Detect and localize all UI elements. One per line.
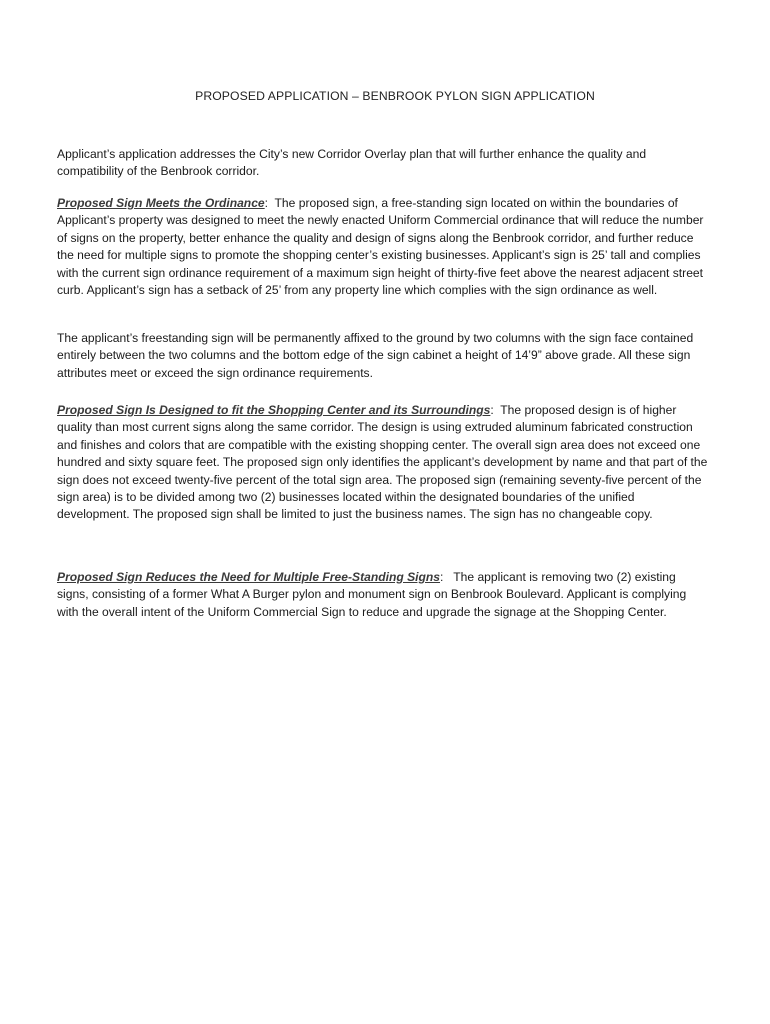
section-ordinance-heading: Proposed Sign Meets the Ordinance xyxy=(57,196,265,210)
section-reduce-separator: : xyxy=(440,570,454,584)
document-title: PROPOSED APPLICATION – BENBROOK PYLON SIGN APPLICATION xyxy=(195,89,595,103)
section-ordinance-paragraph xyxy=(57,195,709,299)
section-design-body: The proposed design is of higher quality than most current signs along the same corridor. The design is using extruded aluminum fabricated construction and finishes and colors that are compatible with the existing shopping center. The overall sign area does not exceed one hundred and sixty square feet. The proposed sign only identifies the applicant’s development by name and that part of the sign does not exceed twenty-five percent of the total sign area. The proposed sign (remaining seventy-five percent of the sign area) is to be divided among two (2) businesses located within the designated boundaries of the unified development. The proposed sign shall be limited to just the business names. The sign has no changeable copy. xyxy=(57,403,708,522)
section-design-heading: Proposed Sign Is Designed to fit the Shopping Center and its Surroundings xyxy=(57,403,491,417)
intro-paragraph: Applicant’s application addresses the City’s new Corridor Overlay plan that will further enhance the quality and compatibility of the Benbrook corridor. xyxy=(57,147,647,179)
section-ordinance-separator: : xyxy=(264,196,275,210)
section-design-separator: : xyxy=(490,403,501,417)
section-columns-paragraph: The applicant’s freestanding sign will be permanently affixed to the ground by two columns with the sign face contained entirely between the two columns and the bottom edge of the sign cabinet a height of 14’9” above grade. All these sign attributes meet or exceed the sign ordinance requirements. xyxy=(57,331,694,380)
section-reduce-paragraph xyxy=(57,569,697,621)
section-reduce-body: The applicant is removing two (2) existing signs, consisting of a former What A Burger pylon and monument sign on Benbrook Boulevard. Applicant is complying with the overall intent of the Uniform Commercial Sign to reduce and upgrade the signage at the Shopping Center. xyxy=(57,570,687,619)
section-design-paragraph xyxy=(57,402,709,524)
section-ordinance-body: The proposed sign, a free-standing sign located on within the boundaries of Applicant’s property was designed to meet the newly enacted Uniform Commercial ordinance that will reduce the number of signs on the property, better enhance the quality and design of signs along the Benbrook corridor, and further reduce the need for multiple signs to promote the shopping center’s existing businesses. Applicant’s sign is 25’ tall and complies with the current sign ordinance requirement of a maximum sign height of thirty-five feet above the nearest adjacent street curb. Applicant’s sign has a setback of 25’ from any property line which complies with the sign ordinance as well. xyxy=(57,196,704,298)
section-reduce-heading: Proposed Sign Reduces the Need for Multiple Free-Standing Signs xyxy=(57,570,441,584)
